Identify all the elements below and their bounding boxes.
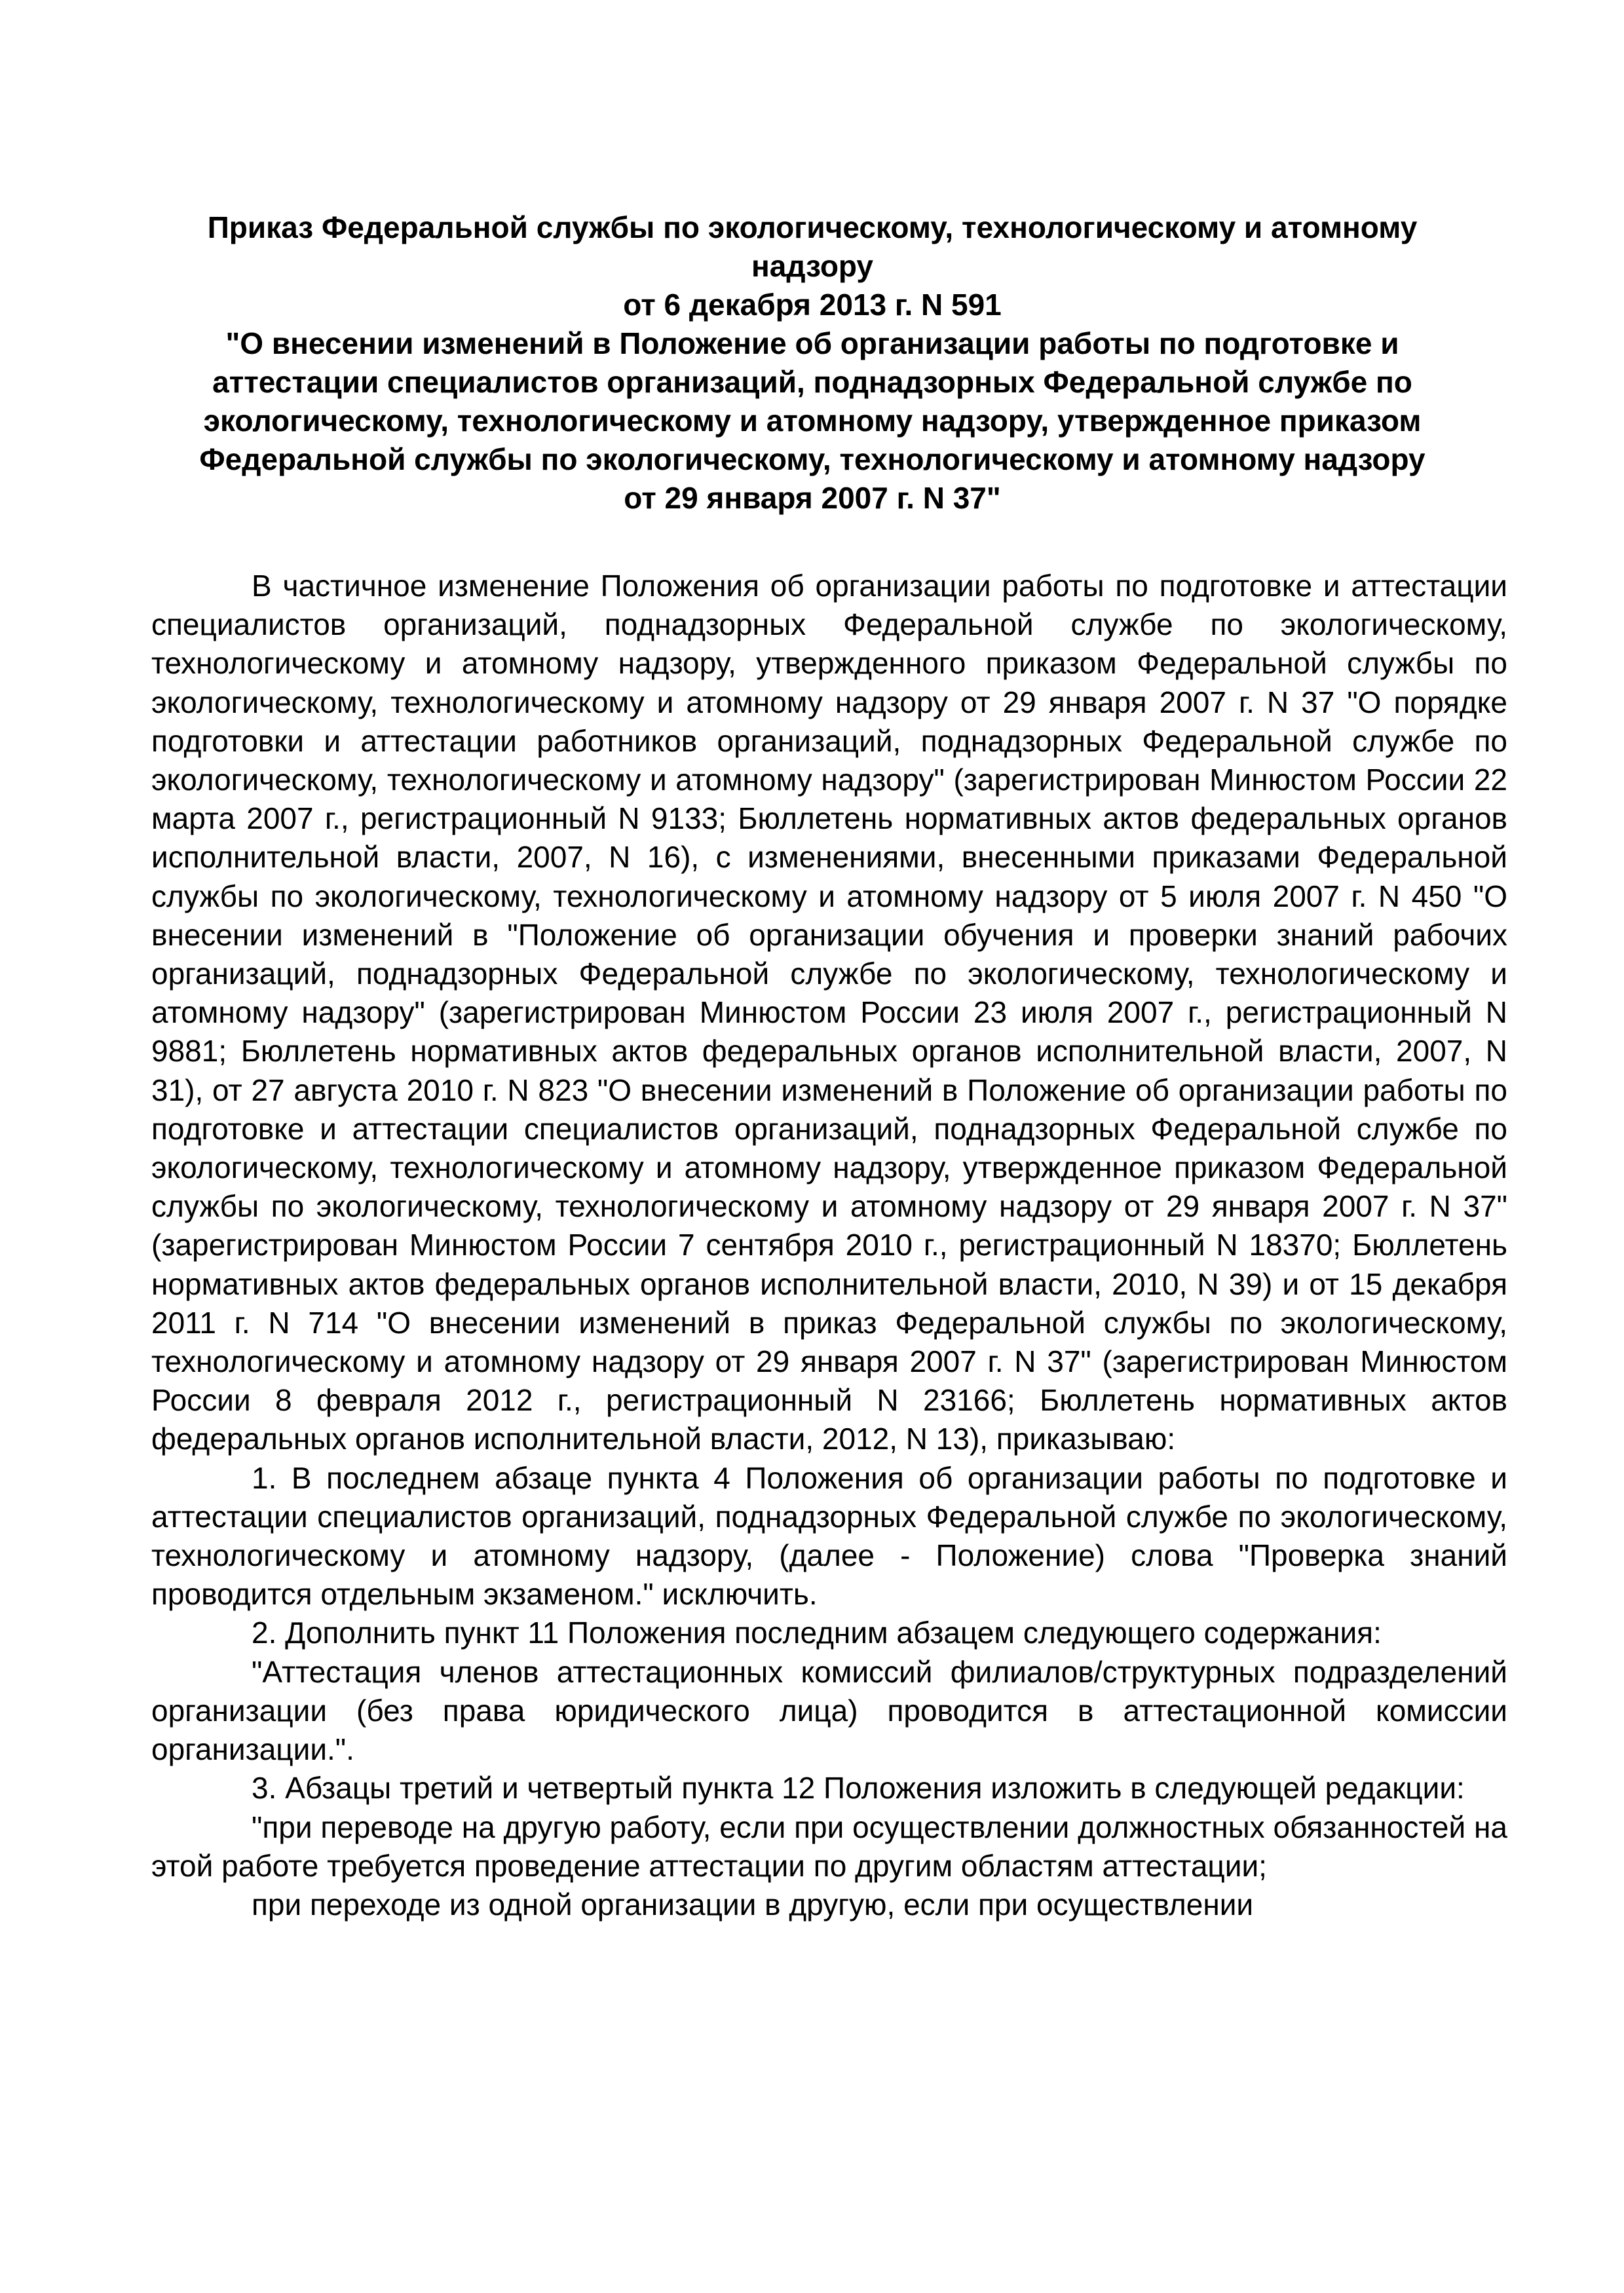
title-line: надзору: [751, 249, 874, 283]
title-line: Приказ Федеральной службы по экологическому, технологическому и атомному: [207, 210, 1418, 244]
document-title: [157, 208, 1467, 518]
title-line: экологическому, технологическому и атомному надзору, утвержденное приказом: [203, 404, 1422, 438]
continuation-paragraph: при переходе из одной организации в другую, если при осуществлении: [252, 1887, 1254, 1922]
item-1-paragraph: 1. В последнем абзаце пункта 4 Положения об организации работы по подготовке и аттестации специалистов организаций, поднадзорных Федеральной службе по экологическому, технологическому и атомному надзору, (далее - Положение) слова "Проверка знаний проводится отдельным экзаменом." исключить.: [151, 1460, 1507, 1612]
title-line: "О внесении изменений в Положение об организации работы по подготовке и: [225, 326, 1399, 360]
title-line: аттестации специалистов организаций, поднадзорных Федеральной службе по: [212, 365, 1412, 399]
item-2-paragraph: 2. Дополнить пункт 11 Положения последним абзацем следующего содержания:: [252, 1616, 1382, 1650]
item-3-paragraph: 3. Абзацы третий и четвертый пункта 12 Положения изложить в следующей редакции:: [252, 1771, 1465, 1806]
preamble-paragraph: В частичное изменение Положения об организации работы по подготовке и аттестации специалистов организаций, поднадзорных Федеральной службе по экологическому, технологическому и атомному надзору, утвержденного приказом Федеральной службы по экологическому, технологическому и атомному надзору от 29 января 2007 г. N 37 "О порядке подготовки и аттестации работников организаций, поднадзорных Федеральной службе по экологическому, технологическому и атомному надзору" (зарегистрирован Минюстом России 22 марта 2007 г., регистрационный N 9133; Бюллетень нормативных актов федеральных органов исполнительной власти, 2007, N 16), с изменениями, внесенными приказами Федеральной службы по экологическому, технологическому и атомному надзору от 5 июля 2007 г. N 450 "О внесении изменений в "Положение об организации обучения и проверки знаний рабочих организаций, поднадзорных Федеральной службе по экологическому, технологическому и атомному надзору" (зарегистрирован Минюстом России 23 июля 2007 г., регистрационный N 9881; Бюллетень нормативных актов федеральных органов исполнительной власти, 2007, N 31), от 27 августа 2010 г. N 823 "О внесении изменений в Положение об организации работы по подготовке и аттестации специалистов организаций, поднадзорных Федеральной службе по экологическому, технологическому и атомному надзору, утвержденное приказом Федеральной службы по экологическому, технологическому и атомному надзору от 29 января 2007 г. N 37" (зарегистрирован Минюстом России 7 сентября 2010 г., регистрационный N 18370; Бюллетень нормативных актов федеральных органов исполнительной власти, 2010, N 39) и от 15 декабря 2011 г. N 714 "О внесении изменений в приказ Федеральной службы по экологическому, технологическому и атомному надзору от 29 января 2007 г. N 37" (зарегистрирован Минюстом России 8 февраля 2012 г., регистрационный N 23166; Бюллетень нормативных актов федеральных органов исполнительной власти, 2012, N 13), приказываю:: [151, 569, 1507, 1456]
title-line: от 6 декабря 2013 г. N 591: [623, 288, 1002, 322]
item-2-quote-paragraph: "Аттестация членов аттестационных комиссий филиалов/структурных подразделений организации (без права юридического лица) проводится в аттестационной комиссии организации.".: [151, 1654, 1507, 1767]
item-3-quote-paragraph: "при переводе на другую работу, если при осуществлении должностных обязанностей на этой работе требуется проведение аттестации по другим областям аттестации;: [151, 1810, 1507, 1883]
title-line: Федеральной службы по экологическому, технологическому и атомному надзору: [199, 442, 1426, 476]
title-line: от 29 января 2007 г. N 37": [624, 481, 1001, 515]
document-body: [151, 567, 1507, 1924]
